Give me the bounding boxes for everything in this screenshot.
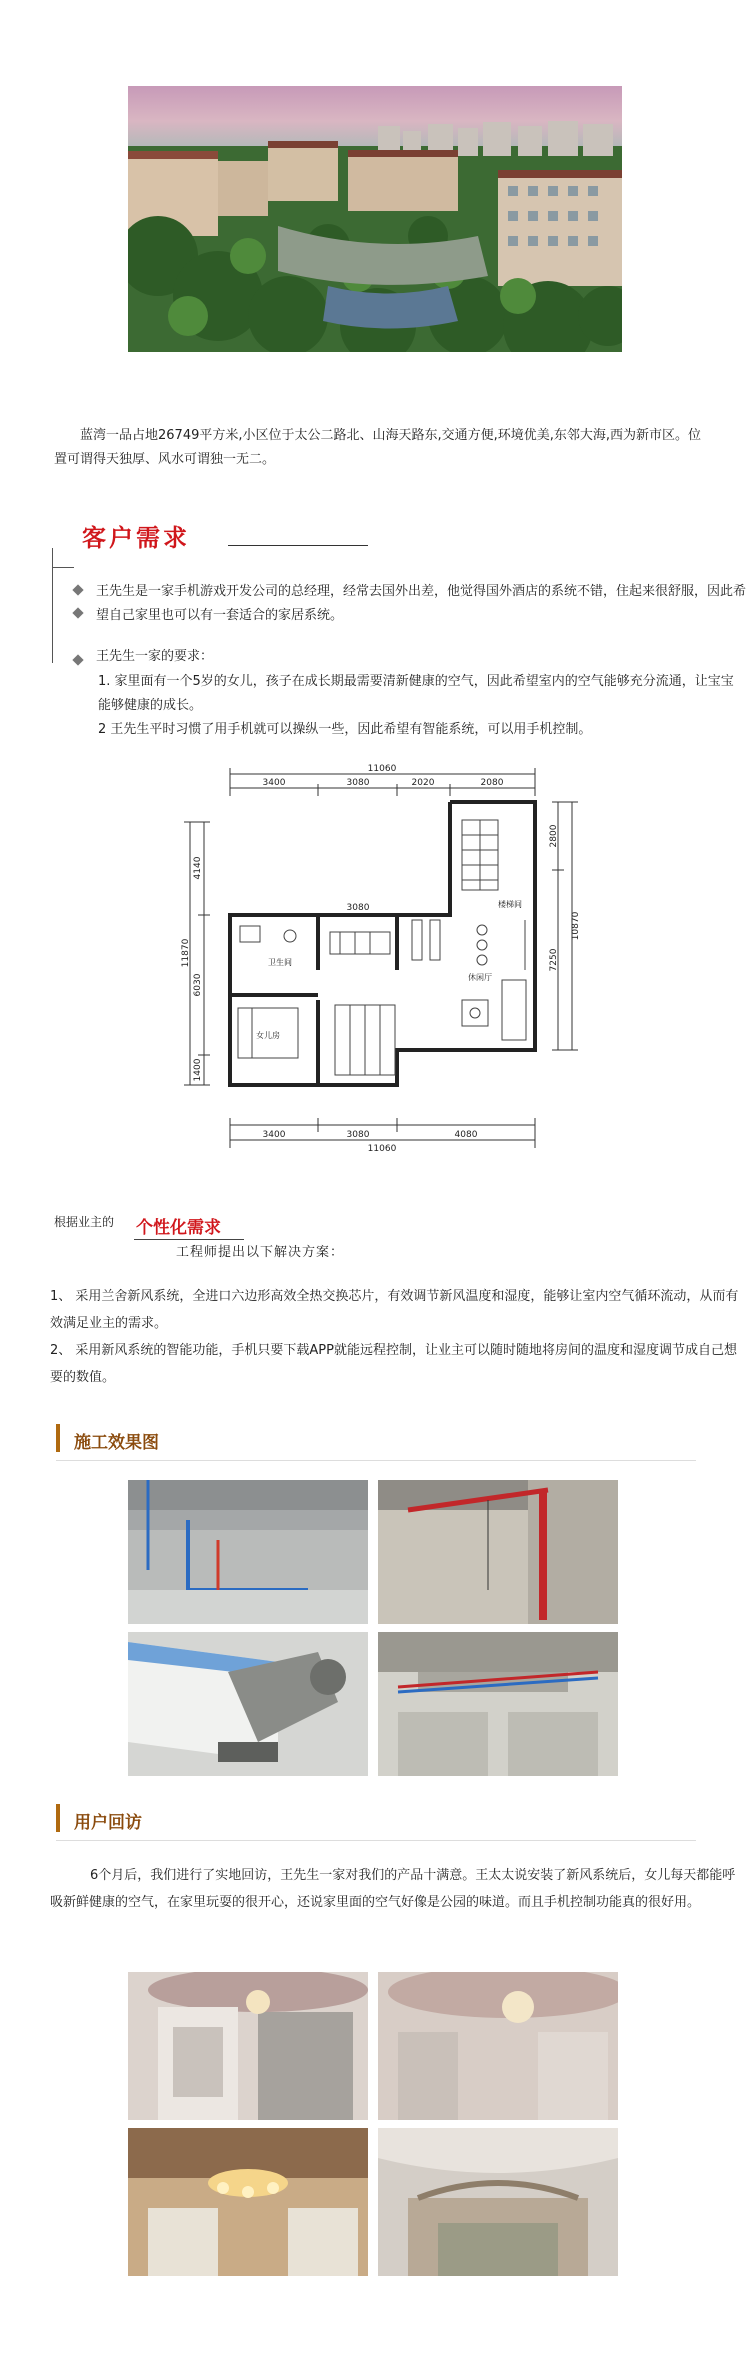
- highlight-underline: [134, 1239, 244, 1240]
- dim-label: 10870: [571, 911, 580, 941]
- interior-photo: [378, 1972, 618, 2120]
- dim-label: 11060: [367, 764, 397, 774]
- dim-label: 4140: [193, 856, 203, 880]
- construction-photo: [128, 1480, 368, 1624]
- dim-label: 2020: [411, 778, 435, 788]
- requirements-paragraph: 王先生是一家手机游戏开发公司的总经理，经常去国外出差，他觉得国外酒店的系统不错，住起来很舒服，因此希望自己家里也可以有一套适合的家居系统。: [96, 584, 747, 623]
- construction-photo: [128, 1632, 368, 1776]
- section-divider: [56, 1840, 696, 1841]
- dim-label: 11060: [367, 1144, 397, 1154]
- requirement-item: 2 王先生平时习惯了用手机就可以操纵一些，因此希望有智能系统，可以用手机控制。: [98, 722, 592, 737]
- dim-label: 7250: [549, 948, 559, 972]
- interior-photo: [128, 1972, 368, 2120]
- bracket-tick: [52, 567, 74, 568]
- section-marker: [56, 1424, 60, 1452]
- interior-photo: [378, 2128, 618, 2276]
- diamond-bullet-icon: [72, 607, 83, 618]
- dim-label: 3400: [262, 778, 286, 788]
- section-divider: [56, 1460, 696, 1461]
- room-label: 女儿房: [256, 1031, 280, 1040]
- intro-paragraph: 蓝湾一品占地26749平方米,小区位于太公二路北、山海天路东,交通方便,环境优美,东邻大海,西为新市区。位置可谓得天独厚、风水可谓独一无二。: [54, 428, 702, 467]
- visit-paragraph: 6个月后，我们进行了实地回访，王先生一家对我们的产品十满意。王太太说安装了新风系统后，女儿每天都能呼吸新鲜健康的空气，在家里玩耍的很开心，还说家里面的空气好像是公园的味道。而且手机控制功能真的很好用。: [50, 1868, 736, 1910]
- requirements-subheading: 王先生一家的要求：: [96, 649, 214, 664]
- construction-photo: [378, 1632, 618, 1776]
- title-underline: [228, 545, 368, 546]
- requirement-item: 1. 家里面有一个5岁的女儿，孩子在成长期最需要清新健康的空气，因此希望室内的空气能够充分流通，让宝宝能够健康的成长。: [98, 674, 734, 713]
- dim-label: 3080: [346, 1130, 370, 1140]
- dim-label: 2080: [480, 778, 504, 788]
- solution-item: 2、 采用新风系统的智能功能，手机只要下载APP就能远程控制，让业主可以随时随地将房间的温度和湿度调节成自己想要的数值。: [50, 1343, 737, 1385]
- room-label: 楼梯间: [498, 900, 522, 909]
- floor-plan-drawing: [180, 740, 580, 1180]
- dim-label: 11870: [181, 938, 191, 968]
- solution-lead: 根据业主的: [54, 1215, 115, 1229]
- solution-highlight: 个性化需求: [136, 1218, 221, 1238]
- dim-label: 3080: [346, 778, 370, 788]
- room-label: 卫生间: [268, 958, 292, 967]
- solution-tail: 工程师提出以下解决方案：: [176, 1245, 345, 1260]
- hero-aerial-image: [128, 86, 622, 352]
- section-marker: [56, 1804, 60, 1832]
- diamond-bullet-icon: [72, 584, 83, 595]
- interior-photo: [128, 2128, 368, 2276]
- construction-photo: [378, 1480, 618, 1624]
- dim-label: 4080: [454, 1130, 478, 1140]
- dim-label: 1400: [193, 1058, 203, 1082]
- dim-label: 6030: [193, 973, 203, 997]
- solution-item: 1、 采用兰舍新风系统，全进口六边形高效全热交换芯片，有效调节新风温度和湿度，能够让室内空气循环流动，从而有效满足业主的需求。: [50, 1289, 739, 1331]
- requirements-title: 客户需求: [82, 523, 190, 552]
- construction-title: 施工效果图: [74, 1433, 159, 1453]
- dim-label: 2800: [549, 824, 559, 848]
- visit-title: 用户回访: [74, 1813, 142, 1833]
- dim-label: 3080: [346, 903, 370, 913]
- dim-label: 3400: [262, 1130, 286, 1140]
- diamond-bullet-icon: [72, 654, 83, 665]
- bracket-line: [52, 548, 53, 663]
- room-label: 休闲厅: [468, 973, 492, 982]
